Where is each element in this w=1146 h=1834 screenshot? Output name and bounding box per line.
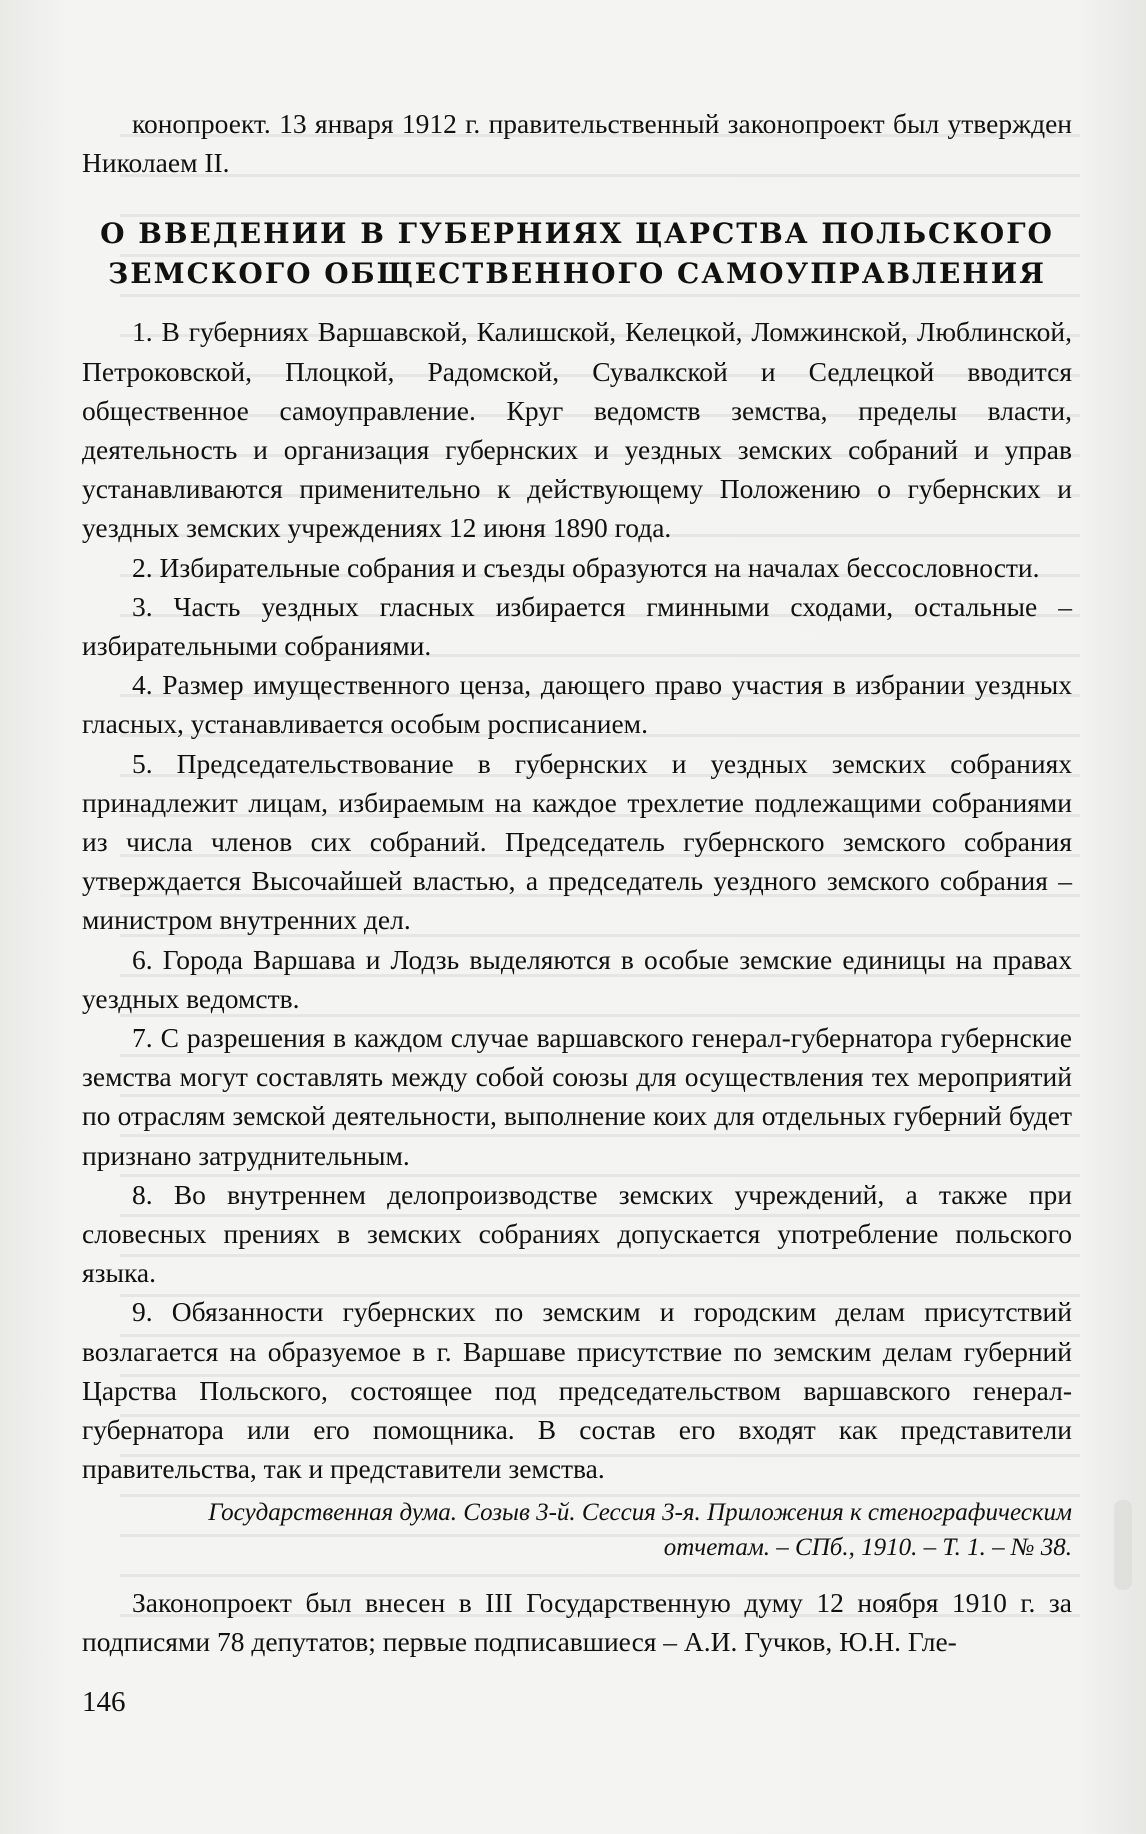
closing-paragraph: Законопроект был внесен в III Государственную думу 12 ноября 1910 г. за подписями 78 депутатов; первые подписавшиеся – А.И. Гучков, Ю.Н. Гле- xyxy=(82,1586,1072,1657)
article-7: 7. С разрешения в каждом случае варшавского генерал-губернатора губернские земства могут составлять между собой союзы для осуществления тех мероприятий по отраслям земской деятельности, выполнение коих для отдельных губерний будет признано затруднительным. xyxy=(82,1022,1072,1171)
article-3: 3. Часть уездных гласных избирается гминными сходами, остальные – избирательными собраниями. xyxy=(82,590,1072,662)
article-1: 1. В губерниях Варшавской, Калишской, Келецкой, Ломжинской, Люблинской, Петроковской, Плоцкой, Радомской, Сувалкской и Седлецкой вводится общественное самоуправление. Круг ведомств земства, пределы власти, деятельность и организация губернских и уездных земских собраний и управ устанавливаются применительно к действующему Положению о губернских и уездных земских учреждениях 12 июня 1890 года. xyxy=(82,316,1072,544)
section-title xyxy=(82,214,1072,294)
page-body xyxy=(82,104,1072,1661)
intro-paragraph: конопроект. 13 января 1912 г. правительственный законопроект был утвержден Николаем II. xyxy=(82,108,1072,179)
section-title-line-2: ЗЕМСКОГО ОБЩЕСТВЕННОГО САМОУПРАВЛЕНИЯ xyxy=(108,257,1046,291)
article-9: 9. Обязанности губернских по земским и городским делам присутствий возлагается на образуемое в г. Варшаве присутствие по земским делам губерний Царства Польского, состоящее под председательством варшавского генерал-губернатора или его помощника. В состав его входят как представители правительства, так и представители земства. xyxy=(82,1296,1072,1485)
page-number: 146 xyxy=(82,1686,126,1718)
source-citation-line-1: Государственная дума. Созыв 3-й. Сессия 3-я. Приложения к стенографическим xyxy=(208,1498,1072,1526)
article-6: 6. Города Варшава и Лодзь выделяются в особые земские единицы на правах уездных ведомств. xyxy=(82,943,1072,1014)
page-edge-mark xyxy=(1114,1500,1132,1590)
article-8: 8. Во внутреннем делопроизводстве земских учреждений, а также при словесных прениях в земских собраниях допускается употребление польского языка. xyxy=(82,1178,1072,1289)
source-citation-line-2: отчетам. – СПб., 1910. – Т. 1. – № 38. xyxy=(663,1533,1072,1561)
source-citation xyxy=(82,1495,1072,1565)
article-2: 2. Избирательные собрания и съезды образуются на началах бессословности. xyxy=(132,551,1040,583)
article-5: 5. Председательствование в губернских и уездных земских собраниях принадлежит лицам, избираемым на каждое трехлетие подлежащими собраниями из числа членов сих собраний. Председатель губернского земского собрания утверждается Высочайшей властью, а председатель уездного земского собрания – министром внутренних дел. xyxy=(82,747,1072,936)
article-4: 4. Размер имущественного ценза, дающего право участия в избрании уездных гласных, устанавливается особым росписанием. xyxy=(82,669,1072,740)
section-title-line-1: О ВВЕДЕНИИ В ГУБЕРНИЯХ ЦАРСТВА ПОЛЬСКОГО xyxy=(100,217,1054,251)
